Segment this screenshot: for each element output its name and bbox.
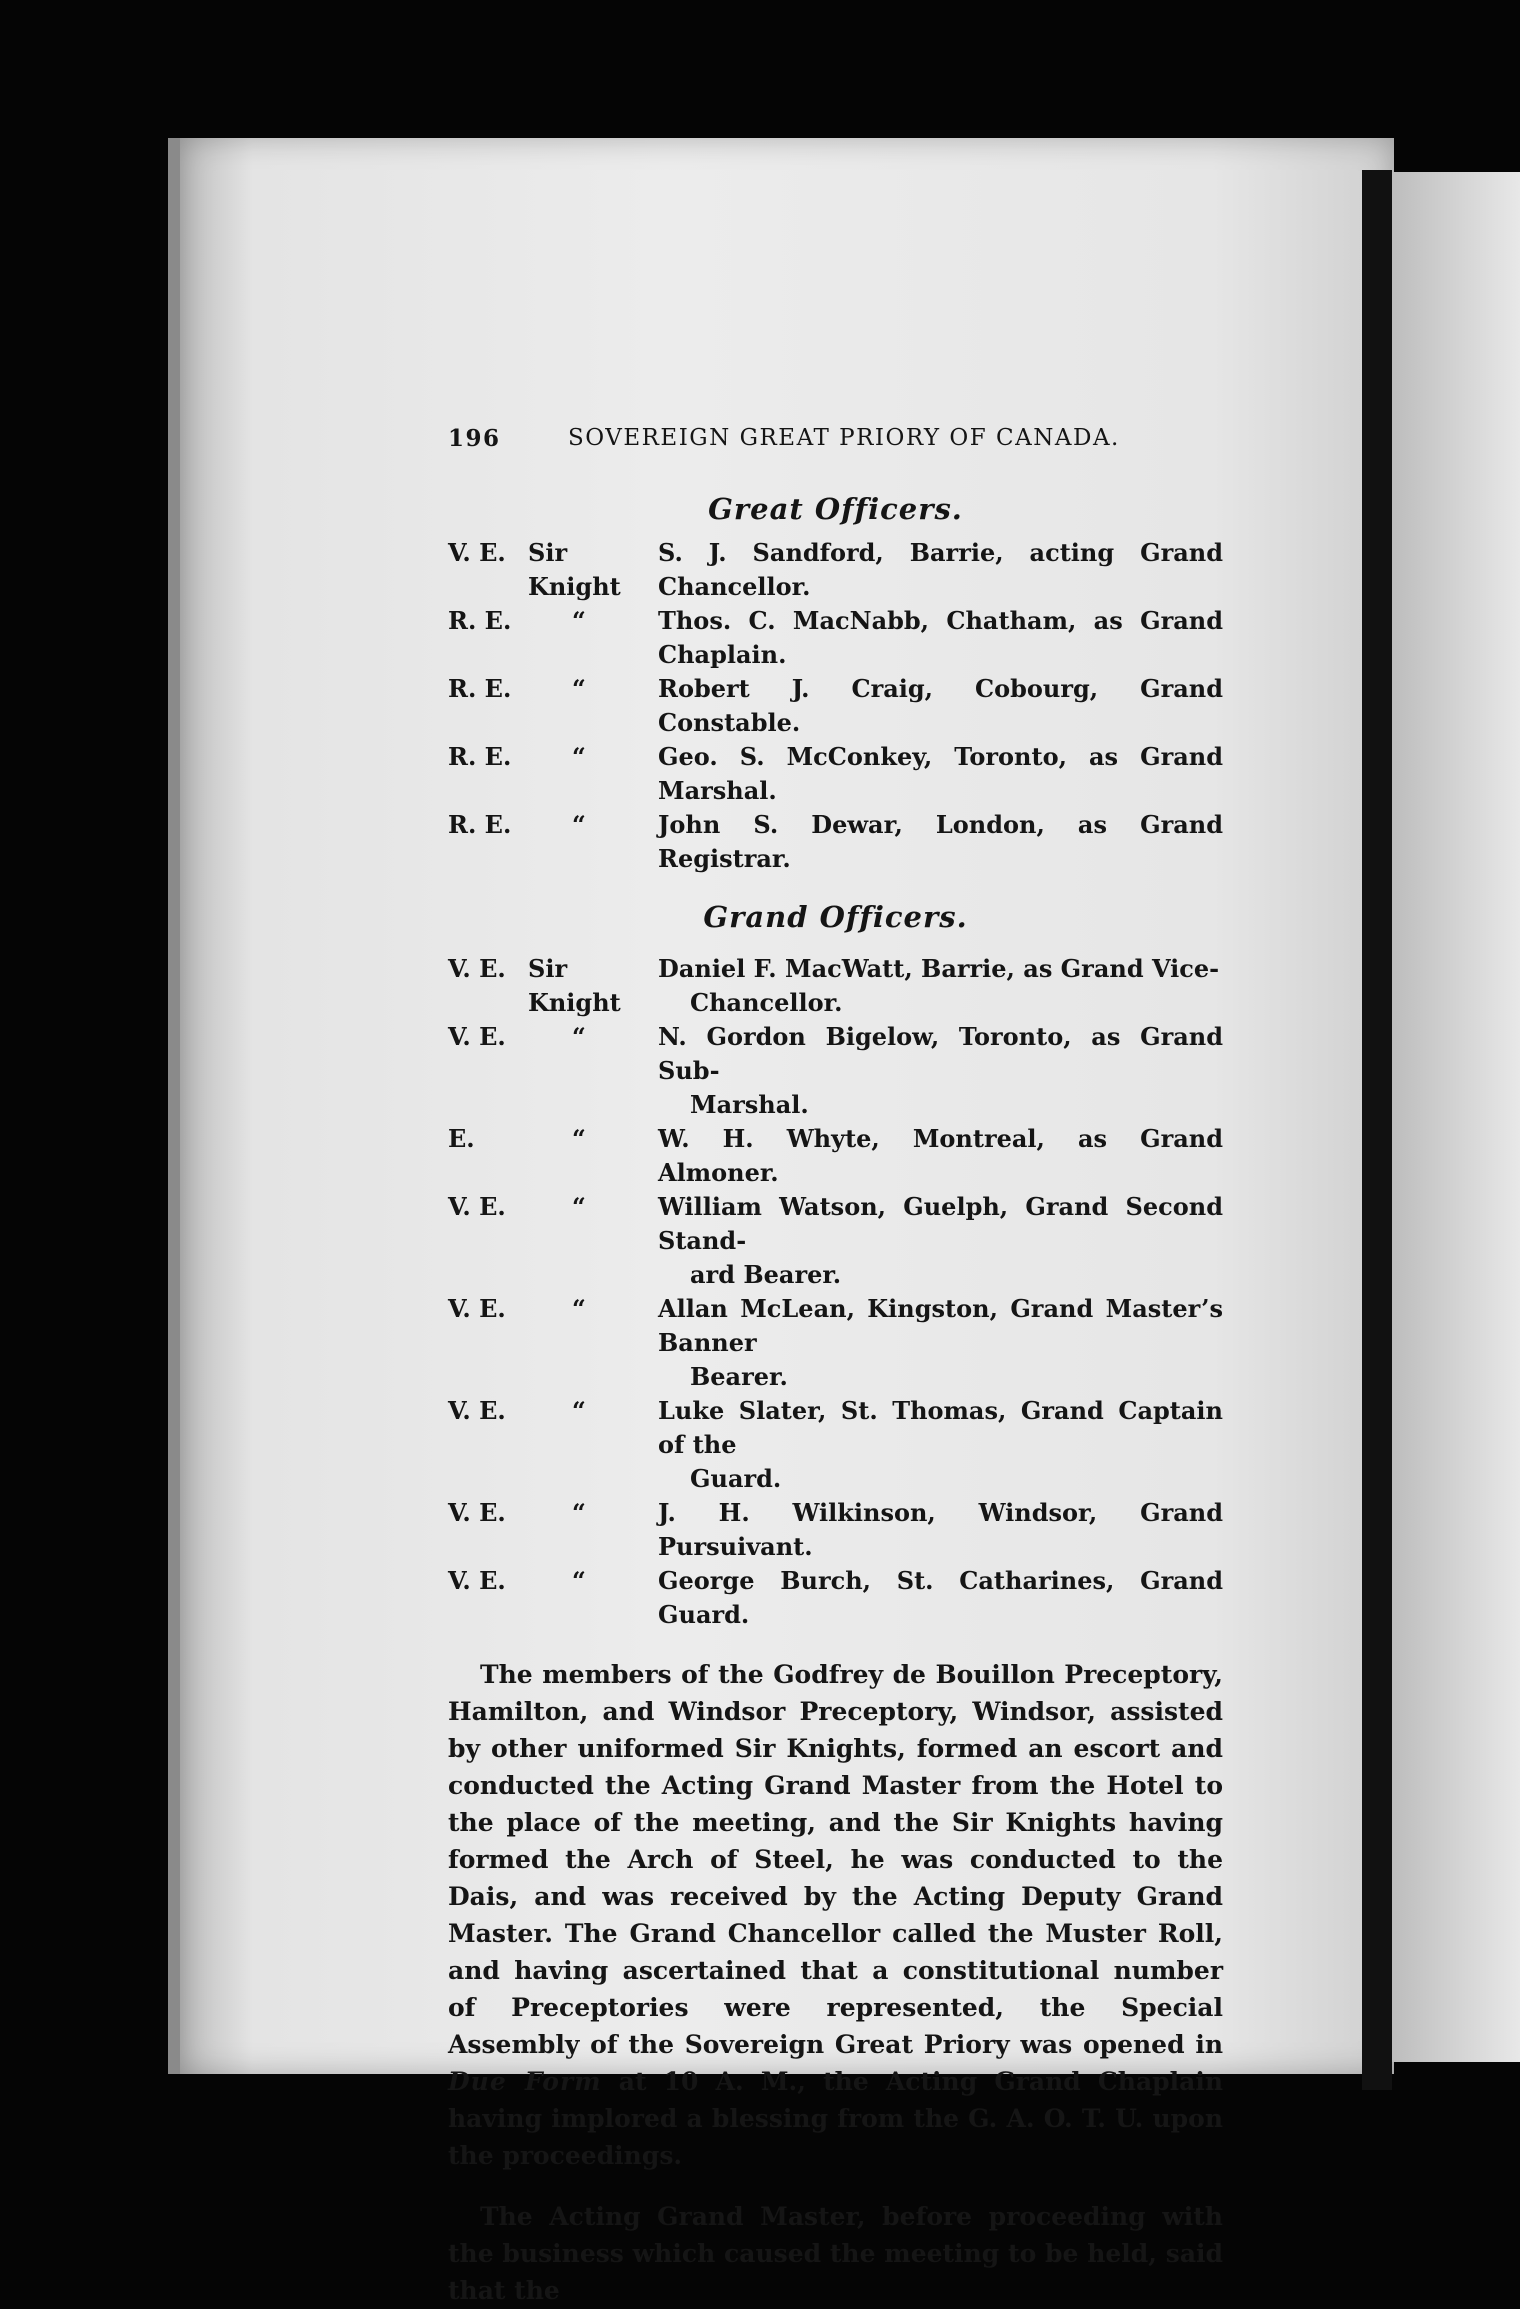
officer-rank: V. E. <box>448 1294 506 1323</box>
officer-title: Sir Knight <box>528 954 621 1017</box>
officer-row <box>448 740 1223 808</box>
officer-title: “ <box>572 1124 586 1153</box>
officer-row <box>448 1564 1223 1632</box>
officer-description-continued: Marshal. <box>690 1090 809 1119</box>
officer-title: “ <box>572 1566 586 1595</box>
officer-description <box>658 740 1223 808</box>
officer-name-office: N. Gordon Bigelow, Toronto, as Grand Sub- <box>658 1022 1223 1085</box>
officer-description-continued: ard Bearer. <box>690 1260 842 1289</box>
officer-name-office: J. H. Wilkinson, Windsor, Grand Pursuivant. <box>658 1498 1223 1561</box>
officer-name-office: Allan McLean, Kingston, Grand Master’s Banner <box>658 1294 1223 1357</box>
facing-page-edge <box>1392 172 1520 2062</box>
officer-row <box>448 808 1223 876</box>
officer-rank: V. E. <box>448 1566 506 1595</box>
officer-description <box>658 1496 1223 1564</box>
officer-title: “ <box>572 1498 586 1527</box>
great-officers-list <box>448 536 1223 876</box>
officer-name-office: W. H. Whyte, Montreal, as Grand Almoner. <box>658 1124 1223 1187</box>
officer-row <box>448 1496 1223 1564</box>
officer-rank: R. E. <box>448 810 512 839</box>
officer-rank: V. E. <box>448 1396 506 1425</box>
officer-description <box>658 1020 1223 1122</box>
officer-rank: E. <box>448 1124 475 1153</box>
officer-name-office: George Burch, St. Catharines, Grand Guard. <box>658 1566 1223 1629</box>
page-text-block <box>448 425 1223 2309</box>
officer-row <box>448 1292 1223 1394</box>
officer-description <box>658 536 1223 604</box>
officer-rank: V. E. <box>448 538 506 567</box>
officer-title: “ <box>572 1396 586 1425</box>
officer-rank: R. E. <box>448 742 512 771</box>
due-form-text: Due Form <box>448 2067 602 2096</box>
officer-description-continued: Bearer. <box>690 1362 788 1391</box>
officer-name-office: Luke Slater, St. Thomas, Grand Captain of the <box>658 1396 1223 1459</box>
officer-row <box>448 536 1223 604</box>
officer-description <box>658 672 1223 740</box>
officer-title: “ <box>572 810 586 839</box>
paragraph-escort <box>448 1656 1223 2174</box>
book-gutter <box>1362 170 1392 2090</box>
officer-rank: R. E. <box>448 606 512 635</box>
page-header <box>448 425 1223 452</box>
officer-description-continued: Guard. <box>690 1464 782 1493</box>
officer-name-office: Daniel F. MacWatt, Barrie, as Grand Vice- <box>658 954 1220 983</box>
officer-title: “ <box>572 1022 586 1051</box>
officer-title: “ <box>572 1294 586 1323</box>
officer-title: “ <box>572 1192 586 1221</box>
officer-description <box>658 1190 1223 1292</box>
officer-rank: V. E. <box>448 1192 506 1221</box>
officer-description <box>658 952 1223 1020</box>
officer-description-continued: Chancellor. <box>690 988 843 1017</box>
officer-name-office: William Watson, Guelph, Grand Second Stand- <box>658 1192 1223 1255</box>
page-number: 196 <box>448 425 501 452</box>
officer-name-office: Geo. S. McConkey, Toronto, as Grand Marshal. <box>658 742 1223 805</box>
officer-row <box>448 672 1223 740</box>
officer-rank: V. E. <box>448 1498 506 1527</box>
officer-description <box>658 808 1223 876</box>
officer-description <box>658 1122 1223 1190</box>
officer-title: “ <box>572 606 586 635</box>
officer-rank: V. E. <box>448 954 506 983</box>
paragraph-escort-text-end: at 10 A. M., the Acting Grand Chaplain having implored a blessing from the G. A. O. T. U. upon the proceedings. <box>448 2067 1224 2170</box>
officer-rank: R. E. <box>448 674 512 703</box>
great-officers-heading: Great Officers. <box>708 492 963 526</box>
grand-officers-heading: Grand Officers. <box>703 900 968 934</box>
officer-row <box>448 1394 1223 1496</box>
officer-row <box>448 1122 1223 1190</box>
grand-officers-list <box>448 952 1223 1632</box>
officer-description <box>658 1394 1223 1496</box>
officer-row <box>448 1020 1223 1122</box>
running-title: SOVEREIGN GREAT PRIORY OF CANADA. <box>568 425 1120 451</box>
officer-name-office: John S. Dewar, London, as Grand Registrar. <box>658 810 1223 873</box>
officer-row <box>448 952 1223 1020</box>
officer-description <box>658 1292 1223 1394</box>
officer-name-office: Thos. C. MacNabb, Chatham, as Grand Chaplain. <box>658 606 1223 669</box>
paragraph-business: The Acting Grand Master, before proceeding with the business which caused the meeting to be held, said that the <box>448 2202 1223 2305</box>
officer-rank: V. E. <box>448 1022 506 1051</box>
officer-name-office: S. J. Sandford, Barrie, acting Grand Chancellor. <box>658 538 1223 601</box>
officer-title: “ <box>572 742 586 771</box>
officer-description <box>658 604 1223 672</box>
paragraph-escort-text: The members of the Godfrey de Bouillon Preceptory, Hamilton, and Windsor Preceptory, Windsor, assisted by other uniformed Sir Knights, formed an escort and conducted the Acting Grand Master from the Hotel to the place of the meeting, and the Sir Knights having formed the Arch of Steel, he was conducted to the Dais, and was received by the Acting Deputy Grand Master. The Grand Chancellor called the Muster Roll, and having ascertained that a constitutional number of Preceptories were represented, the Special Assembly of the Sovereign Great Priory was opened in <box>448 1660 1223 2059</box>
officer-description <box>658 1564 1223 1632</box>
officer-row <box>448 604 1223 672</box>
officer-name-office: Robert J. Craig, Cobourg, Grand Constable. <box>658 674 1223 737</box>
officer-title: “ <box>572 674 586 703</box>
officer-row <box>448 1190 1223 1292</box>
officer-title: Sir Knight <box>528 538 621 601</box>
